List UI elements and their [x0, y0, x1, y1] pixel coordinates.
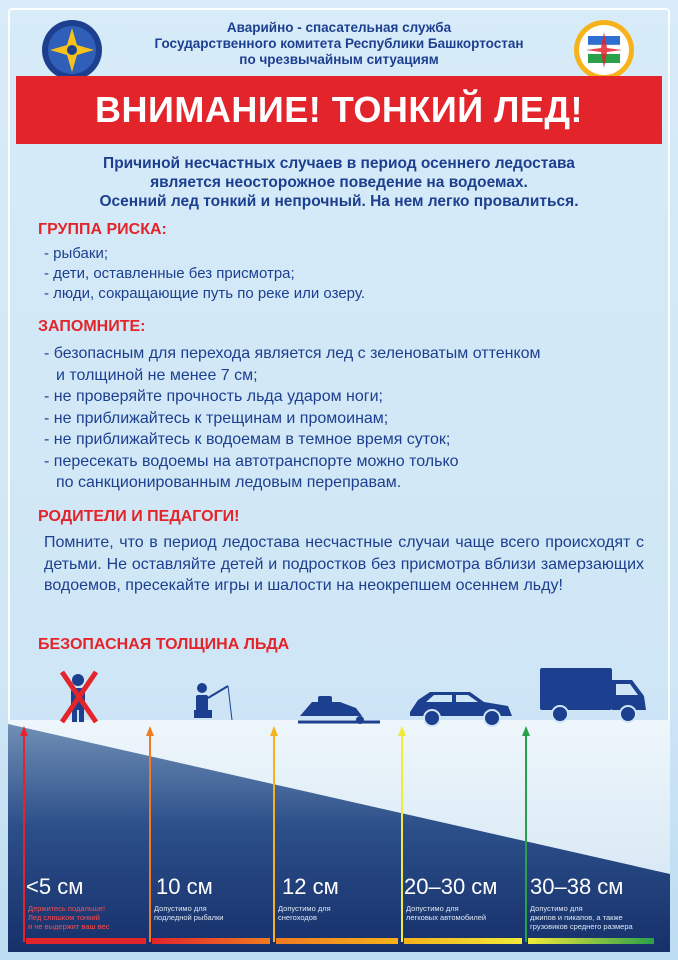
color-bar-10cm: [152, 938, 270, 944]
color-bar-20-30cm: [404, 938, 522, 944]
header-line-2: Государственного комитета Республики Башкортостан: [154, 36, 524, 51]
intro-line-1: Причиной несчастных случаев в период осеннего ледостава: [103, 155, 575, 172]
color-bar-12cm: [276, 938, 398, 944]
note-line: Держитесь подальше!: [28, 904, 106, 913]
note-line: и не выдержит ваш вес: [28, 922, 110, 931]
header-line-3: по чрезвычайным ситуациям: [239, 52, 439, 67]
color-bar-30-38cm: [528, 938, 654, 944]
parents-title: РОДИТЕЛИ И ПЕДАГОГИ!: [38, 508, 240, 525]
fisherman-icon: [194, 683, 232, 720]
thickness-note-12cm: [278, 904, 331, 922]
emergency-service-emblem-icon: [40, 18, 104, 82]
warning-banner: [16, 76, 662, 144]
intro-line-2: является неосторожное поведение на водоемах.: [150, 174, 528, 191]
note-line: Допустимо для: [406, 904, 459, 913]
thickness-note-30-38cm: [530, 904, 633, 931]
risk-group-list: [44, 244, 365, 304]
list-item: по санкционированным ледовым переправам.: [56, 474, 402, 491]
parents-text: Помните, что в период ледостава несчастные случаи чаще всего происходят с детьми. Не оставляйте детей и подростков без присмотра вблизи замерзающих водоемов, пресекайте игры и шалости на неокрепшем осеннем льду!: [44, 534, 644, 594]
thickness-value-30-38cm: 30–38 см: [530, 874, 624, 899]
note-line: снегоходов: [278, 913, 317, 922]
list-item: - пересекать водоемы на автотранспорте можно только: [44, 452, 459, 470]
list-item: - безопасным для перехода является лед с зеленоватым оттенком: [44, 345, 541, 362]
thickness-note-5cm: [28, 904, 109, 931]
remember-title: ЗАПОМНИТЕ:: [38, 318, 146, 335]
list-item: - рыбаки;: [44, 245, 108, 262]
list-item: - люди, сокращающие путь по реке или озеру.: [44, 285, 365, 302]
note-line: джипов и пикапов, а также: [530, 913, 623, 922]
list-item: - не проверяйте прочность льда ударом ноги;: [44, 388, 383, 405]
thickness-value-5cm: <5 см: [26, 874, 84, 899]
header-line-1: Аварийно - спасательная служба: [226, 20, 452, 35]
bashkortostan-emergency-emblem-icon: [572, 18, 636, 82]
crossed-person-icon: [62, 672, 96, 722]
note-line: легковых автомобилей: [406, 913, 487, 922]
banner-title: ВНИМАНИЕ! ТОНКИЙ ЛЕД!: [95, 89, 583, 130]
header: [0, 14, 678, 70]
note-line: подледной рыбалки: [154, 913, 224, 922]
note-line: Лед слишком тонкий: [28, 913, 100, 922]
list-item: - дети, оставленные без присмотра;: [44, 265, 295, 282]
list-item: и толщиной не менее 7 см;: [56, 366, 258, 384]
snowmobile-icon: [298, 696, 380, 724]
thickness-value-10cm: 10 см: [156, 874, 213, 899]
list-item: - не приближайтесь к трещинам и промоинам;: [44, 409, 389, 427]
note-line: грузовиков среднего размера: [530, 922, 633, 931]
note-line: Допустимо для: [154, 904, 207, 913]
ice-thickness-title: БЕЗОПАСНАЯ ТОЛЩИНА ЛЬДА: [38, 636, 290, 653]
list-item: - не приближайтесь к водоемам в темное время суток;: [44, 431, 451, 448]
risk-group-title: ГРУППА РИСКА:: [38, 221, 167, 238]
thickness-note-10cm: [154, 904, 224, 922]
note-line: Допустимо для: [278, 904, 331, 913]
truck-icon: [540, 668, 646, 722]
thickness-value-20-30cm: 20–30 см: [404, 874, 498, 899]
intro-line-3: Осенний лед тонкий и непрочный. На нем легко провалиться.: [99, 193, 579, 210]
header-text: [120, 20, 558, 68]
color-bar-5cm: [26, 938, 146, 944]
thickness-value-12cm: 12 см: [282, 874, 339, 899]
thickness-note-20-30cm: [406, 904, 486, 922]
intro-text: [30, 154, 648, 211]
remember-list: [44, 343, 541, 494]
note-line: Допустимо для: [530, 904, 583, 913]
